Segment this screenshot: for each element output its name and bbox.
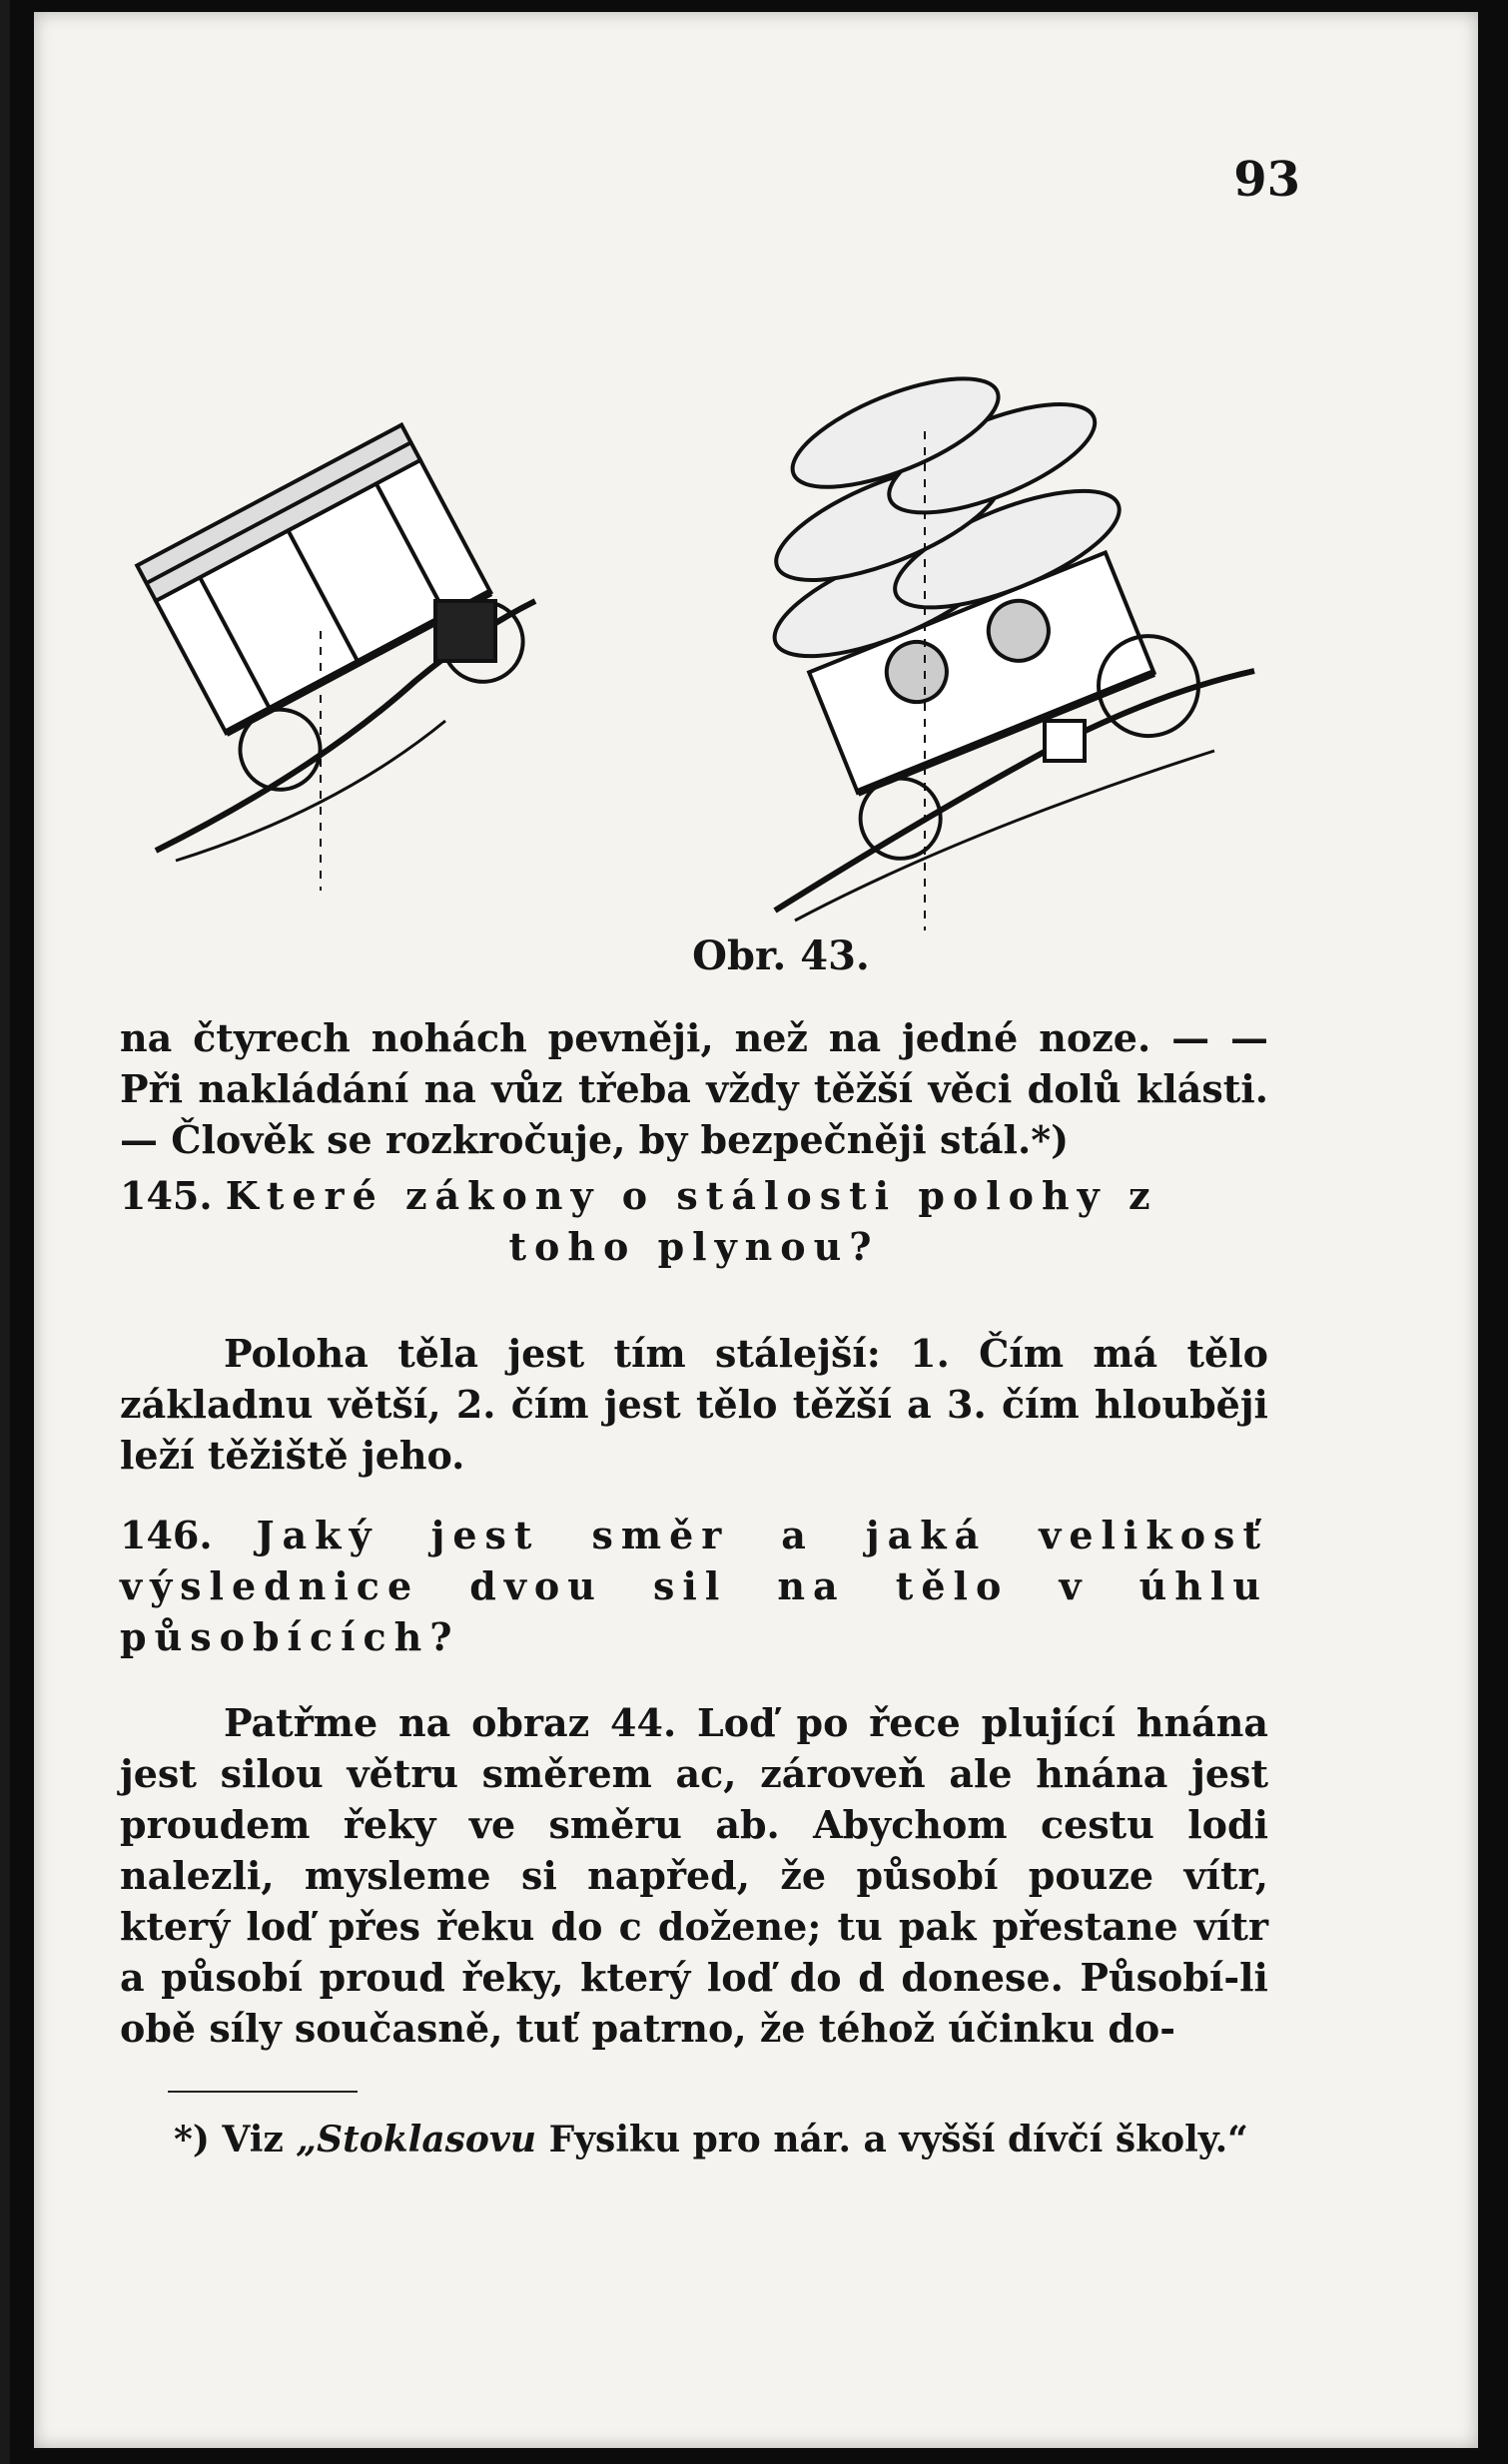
question-number: 145.: [120, 1173, 213, 1218]
question-145-cont: toho plynou?: [508, 1224, 880, 1269]
page-edge: [0, 0, 10, 2464]
footnote-title: „Stoklasovu: [296, 2119, 537, 2160]
paragraph-1: na čtyrech nohách pevněji, než na jedné noze. — — Při nakládání na vůz třeba vždy těžší věci dolů klásti. — Člověk se rozkročuje, by bezpečněji stál.*): [120, 1015, 1268, 1162]
question-text: Které zákony o stálosti polohy z: [225, 1173, 1158, 1218]
figure-tipped-carts: [116, 252, 1294, 950]
figure-caption: Obr. 43.: [692, 932, 870, 979]
footnote-rest: Fysiku pro nár. a vyšší dívčí školy.“: [548, 2119, 1248, 2160]
page-number: 93: [1233, 152, 1300, 208]
paragraph-3: Patřme na obraz 44. Loď po řece plující hnána jest silou větru směrem ac, zároveň ale hnána jest proudem řeky ve směru ab. Abychom cestu lodi nalezli, mysleme si napřed, že působí pouze vítr, který loď přes řeku do c dožene; tu pak přestane vítr a působí proud řeky, který loď do d donese. Působí-li obě síly současně, tuť patrno, že téhož účinku do-: [120, 1700, 1268, 2051]
paragraph-2: Poloha těla jest tím stálejší: 1. Čím má tělo základnu větší, 2. čím jest tělo těžší a 3. čím hlouběji leží těžiště jeho.: [120, 1331, 1268, 1478]
question-145: [120, 1170, 1268, 1221]
footnote-marker: *) Viz: [174, 2119, 284, 2160]
question-number: 146.: [120, 1513, 213, 1557]
question-text: Jaký jest směr a jaká velikosť výslednice dvou sil na tělo v úhlu působících?: [120, 1513, 1268, 1659]
footnote-rule: [168, 2091, 358, 2093]
footnote: [174, 2119, 1248, 2160]
question-146: [120, 1510, 1268, 1662]
book-page: [34, 12, 1478, 2448]
